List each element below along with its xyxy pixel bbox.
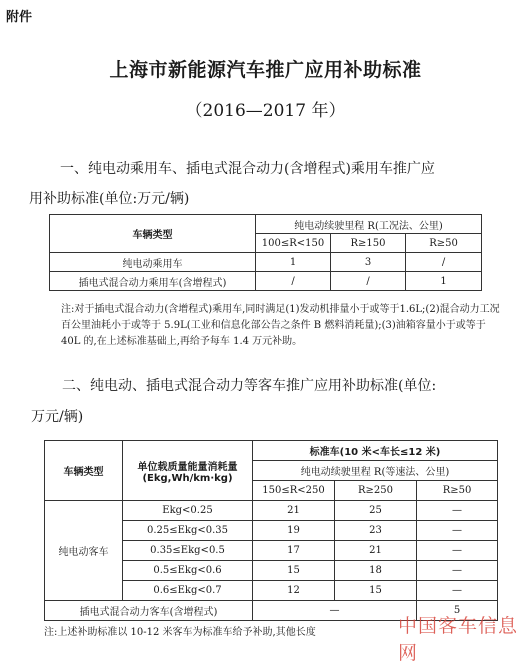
- cell-energy: Ekg<0.25: [123, 501, 253, 521]
- cell-value: 21: [335, 541, 417, 561]
- header-range: 纯电动续驶里程 R(等速法、公里): [253, 461, 498, 481]
- cell-value: 1: [256, 253, 331, 272]
- header-range: 纯电动续驶里程 R(工况法、公里): [256, 215, 482, 234]
- cell-value: 25: [335, 501, 417, 521]
- header-energy-consumption: [123, 441, 253, 501]
- section1-heading-line1: 一、纯电动乘用车、插电式混合动力(含增程式)乘用车推广应: [60, 161, 435, 177]
- cell-value: —: [417, 561, 498, 581]
- table-row: [45, 501, 498, 521]
- attachment-label: 附件: [6, 10, 33, 25]
- cell-value: 12: [253, 581, 335, 601]
- document-title: 上海市新能源汽车推广应用补助标准: [109, 59, 422, 81]
- table-row: [50, 253, 482, 272]
- header-energy-label: 单位载质量能量消耗量: [137, 461, 238, 473]
- subheader-range: R≥150: [331, 234, 406, 253]
- cell-value: 15: [335, 581, 417, 601]
- subheader-range: R≥50: [406, 234, 482, 253]
- section1-note: 注:对于插电式混合动力(含增程式)乘用车,同时满足(1)发动机排量小于或等于1.6L;(2)混合动力工况百公里油耗小于或等于 5.9L(工业和信息化部公告之条件 B 燃料消耗量);(3)油箱容量小于或等于 40L 的,在上述标准基础上,再给予每车 1.4 万元补助。: [61, 304, 500, 347]
- passenger-car-subsidy-table: [49, 214, 482, 291]
- section2-heading-line1: 二、纯电动、插电式混合动力等客车推广应用补助标准(单位:: [62, 378, 437, 394]
- cell-energy: 0.6≤Ekg<0.7: [123, 581, 253, 601]
- section2-note: 注:上述补助标准以 10-12 米客车为标准车给予补助,其他长度: [44, 627, 316, 638]
- subheader-range: 150≤R<250: [253, 481, 335, 501]
- table-row: [50, 272, 482, 291]
- cell-value: —: [253, 601, 417, 621]
- cell-value: 21: [253, 501, 335, 521]
- watermark-logo: 中国客车信息网: [398, 615, 519, 664]
- cell-value: 3: [331, 253, 406, 272]
- cell-value: 19: [253, 521, 335, 541]
- cell-value: —: [417, 581, 498, 601]
- header-energy-unit: (Ekg,Wh/km·kg): [142, 472, 233, 484]
- header-vehicle-type: 车辆类型: [45, 441, 123, 501]
- cell-value: /: [331, 272, 406, 291]
- subheader-range: R≥50: [417, 481, 498, 501]
- cell-value: 15: [253, 561, 335, 581]
- header-standard-vehicle: 标准车(10 米<车长≤12 米): [253, 441, 498, 461]
- cell-energy: 0.25≤Ekg<0.35: [123, 521, 253, 541]
- cell-value: 18: [335, 561, 417, 581]
- document-years: （2016—2017 年）: [185, 101, 346, 121]
- row-hybrid-bus-type: 插电式混合动力客车(含增程式): [45, 601, 253, 621]
- section1-heading-line2: 用补助标准(单位:万元/辆): [29, 191, 190, 207]
- cell-energy: 0.35≤Ekg<0.5: [123, 541, 253, 561]
- cell-value: —: [417, 501, 498, 521]
- cell-value: 17: [253, 541, 335, 561]
- cell-value: /: [406, 253, 482, 272]
- cell-value: 5: [417, 601, 498, 621]
- cell-value: 1: [406, 272, 482, 291]
- bus-subsidy-table: [44, 440, 498, 621]
- row-bus-type: 纯电动客车: [45, 501, 123, 601]
- header-vehicle-type: 车辆类型: [50, 215, 256, 253]
- cell-value: /: [256, 272, 331, 291]
- cell-value: 23: [335, 521, 417, 541]
- subheader-range: R≥250: [335, 481, 417, 501]
- row-vehicle-type: 插电式混合动力乘用车(含增程式): [50, 272, 256, 291]
- section2-heading-line2: 万元/辆): [31, 409, 84, 425]
- cell-energy: 0.5≤Ekg<0.6: [123, 561, 253, 581]
- cell-value: —: [417, 521, 498, 541]
- row-vehicle-type: 纯电动乘用车: [50, 253, 256, 272]
- subheader-range: 100≤R<150: [256, 234, 331, 253]
- cell-value: —: [417, 541, 498, 561]
